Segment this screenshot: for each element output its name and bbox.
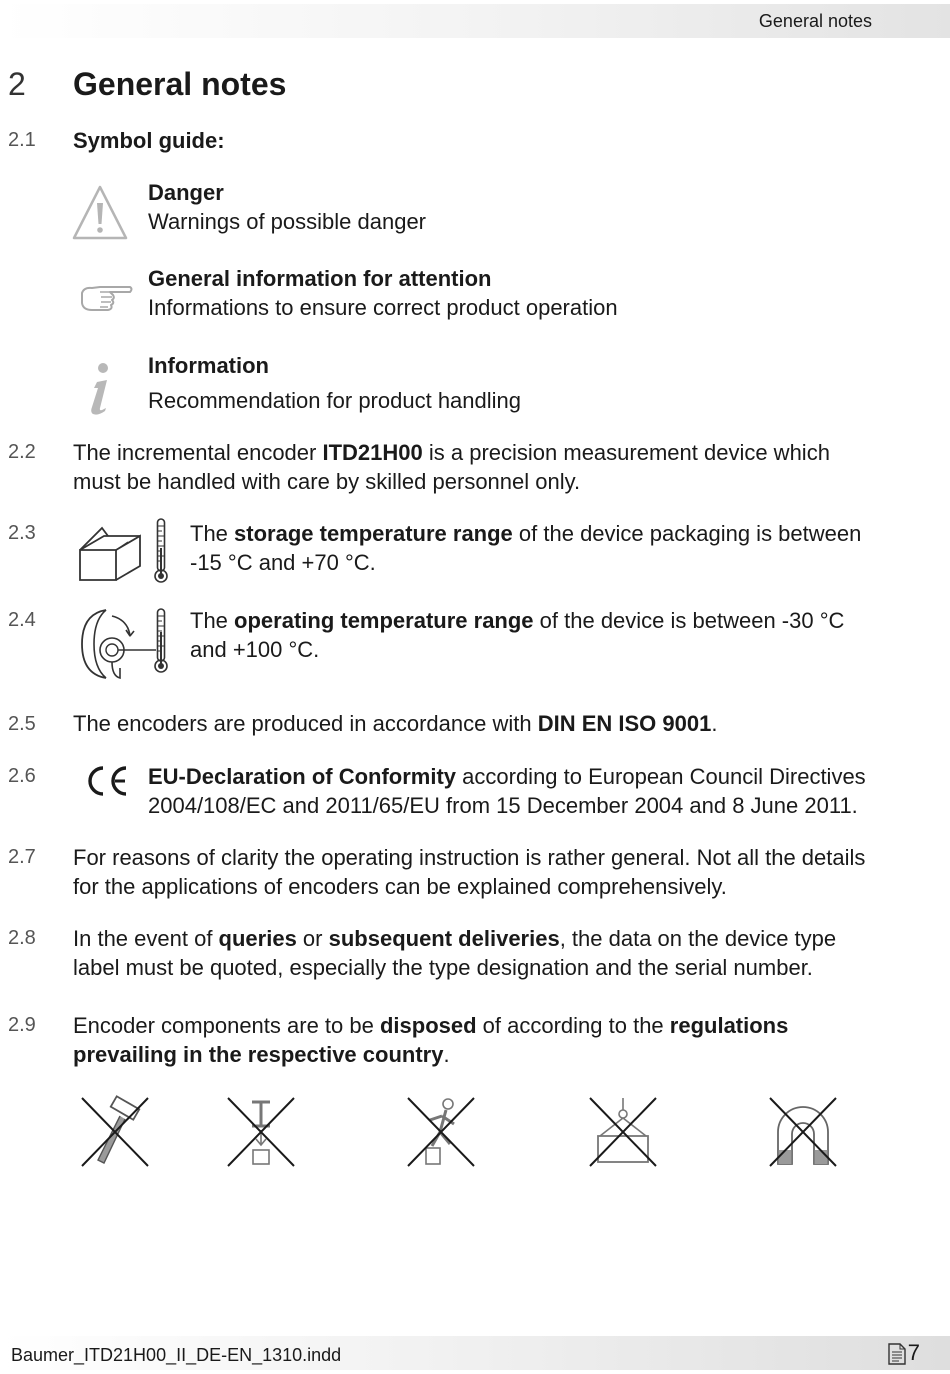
chapter-title: General notes — [73, 66, 287, 102]
no-hammer-icon — [80, 1096, 150, 1168]
section-number: 2.1 — [8, 129, 36, 151]
ce-mark-icon — [84, 764, 128, 798]
section-title: Symbol guide: — [73, 128, 225, 153]
symbol-desc: Informations to ensure correct product operation — [148, 295, 618, 320]
section-number: 2.9 — [8, 1014, 36, 1036]
page-number: 7 — [907, 1340, 920, 1365]
symbol-danger — [148, 178, 426, 236]
symbol-title: Information — [148, 353, 269, 378]
section-number: 2.5 — [8, 713, 36, 735]
chapter-number: 2 — [8, 66, 26, 102]
no-step-icon — [406, 1096, 476, 1168]
section-2-3-text: The storage temperature range of the device packaging is between -15 °C and +70 °C. — [190, 521, 862, 575]
symbol-desc: Warnings of possible danger — [148, 209, 427, 234]
warning-triangle-icon — [72, 184, 128, 240]
section-number: 2.8 — [8, 927, 36, 949]
section-2-7-text: For reasons of clarity the operating instruction is rather general. Not all the details for the applications of encoders can be explained comprehensively. — [73, 845, 866, 899]
footer-filename: Baumer_ITD21H00_II_DE-EN_1310.indd — [11, 1345, 342, 1365]
no-magnet-icon — [768, 1096, 838, 1168]
symbol-title: General information for attention — [148, 266, 492, 291]
symbol-attention — [148, 264, 618, 322]
section-number: 2.3 — [8, 522, 36, 544]
thermometer-icon — [153, 518, 169, 584]
section-2-9-text: Encoder components are to be disposed of according to the regulations prevailing in the respective country. — [73, 1013, 789, 1067]
info-icon — [88, 362, 114, 416]
no-drop-icon — [226, 1096, 296, 1168]
section-number: 2.2 — [8, 441, 36, 463]
section-2-6-text: EU-Declaration of Conformity according to European Council Directives 2004/108/EC and 2011/65/EU from 15 December 2004 and 8 June 2011. — [148, 764, 866, 818]
thermometer-icon — [153, 608, 169, 674]
symbol-information — [148, 351, 521, 415]
page-icon — [888, 1343, 906, 1365]
section-2-8-text: In the event of queries or subsequent deliveries, the data on the device type label must be quoted, especially the type designation and the serial number. — [73, 926, 837, 980]
symbol-desc: Recommendation for product handling — [148, 388, 522, 413]
pointing-hand-icon — [80, 283, 134, 313]
section-number: 2.4 — [8, 609, 36, 631]
running-title: General notes — [758, 11, 872, 31]
section-2-2-text: The incremental encoder ITD21H00 is a precision measurement device which must be handled with care by skilled personnel only. — [73, 440, 830, 494]
package-box-icon — [78, 522, 144, 582]
section-number: 2.6 — [8, 765, 36, 787]
symbol-title: Danger — [148, 180, 224, 205]
section-2-5-text: The encoders are produced in accordance with DIN EN ISO 9001. — [73, 711, 718, 736]
section-2-4-text: The operating temperature range of the device is between -30 °C and +100 °C. — [190, 608, 845, 662]
section-number: 2.7 — [8, 846, 36, 868]
no-lifting-icon — [588, 1096, 658, 1168]
